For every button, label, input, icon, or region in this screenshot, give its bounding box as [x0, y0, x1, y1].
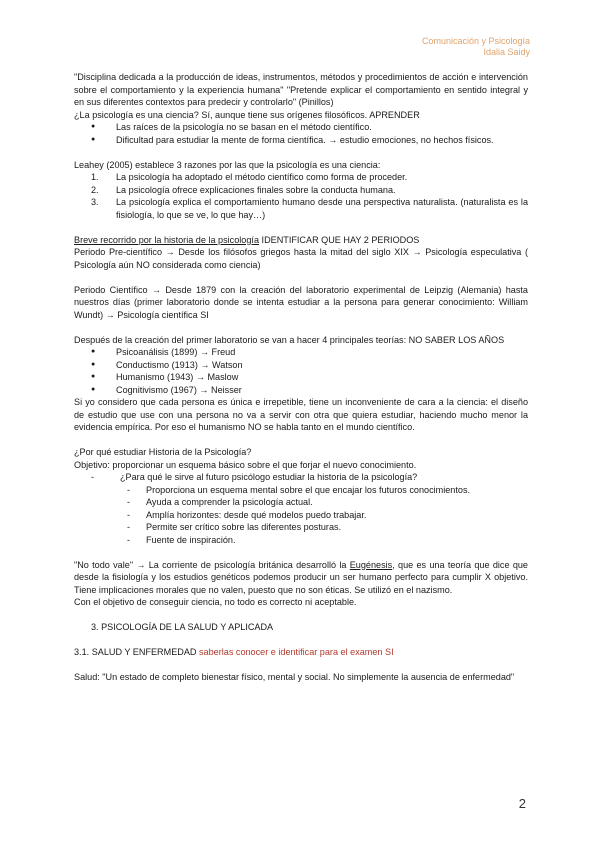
- leahey-reasons-list: [74, 171, 528, 221]
- dash-marker: -: [127, 509, 131, 520]
- list-item: [74, 509, 528, 522]
- document-body: [74, 71, 528, 684]
- conclusion-paragraph: Con el objetivo de conseguir ciencia, no todo es correcto ni aceptable.: [74, 597, 357, 607]
- list-item: [74, 534, 528, 547]
- theories-intro: Después de la creación del primer laboratorio se van a hacer 4 principales teorías: NO SABER LOS AÑOS: [74, 334, 505, 345]
- theories-list: [74, 346, 528, 396]
- definition-paragraph: "Disciplina dedicada a la producción de ideas, instrumentos, métodos y procedimientos de acción e intervención sobre el comportamiento y la experiencia humana" "Pretende explicar el comportamiento en sentido integral y en sus diferentes contextos para predecir y controlarlo" (Pinillos): [74, 72, 528, 107]
- list-item: ● Humanismo (1943) → Maslow: [74, 371, 528, 384]
- scientific-period: Periodo Científico → Desde 1879 con la creación del laboratorio experimental de Leipzig (Alemania) hasta nuestros días (primer laboratorio donde se intenta estudiar a la persona para generar conocimiento: William Wundt) → Psicología científica SI: [74, 284, 528, 320]
- dash-marker: -: [91, 472, 95, 482]
- list-item: [74, 484, 528, 497]
- history-note: IDENTIFICAR QUE HAY 2 PERIODOS: [259, 234, 420, 245]
- item-text: La psicología ofrece explicaciones finales sobre la conducta humana.: [116, 184, 396, 195]
- item-text: Fuente de inspiración.: [146, 534, 236, 545]
- list-item: ● Psicoanálisis (1899) → Freud: [74, 346, 528, 359]
- list-item: [74, 196, 528, 221]
- item-text: Amplía horizontes: desde qué modelos puedo trabajar.: [146, 509, 367, 520]
- humanism-paragraph: Si yo considero que cada persona es única e irrepetible, tiene un inconveniente de cara a la ciencia: el diseño de estudio que use con una persona no va a servir con otra que quiera estudiar, haciendo mucho menor la evidencia empírica. Por eso el humanismo NO se habla tanto en el mundo científico.: [74, 397, 528, 432]
- item-number: 1.: [91, 172, 99, 182]
- purpose-question: [74, 471, 528, 484]
- page-number: 2: [518, 796, 526, 811]
- dash-marker: -: [127, 497, 131, 507]
- item-number: 3.: [91, 197, 99, 207]
- exam-note: saberlas conocer e identificar para el examen SI: [199, 647, 394, 657]
- purpose-text: ¿Para qué le sirve al futuro psicólogo estudiar la historia de la psicología?: [120, 472, 418, 482]
- science-question: ¿La psicología es una ciencia? Sí, aunque tiene sus orígenes filosóficos. APRENDER: [74, 109, 420, 120]
- list-item: ● Las raíces de la psicología no se basan en el método científico.: [74, 121, 528, 134]
- dash-marker: -: [127, 534, 131, 545]
- list-item: ● Cognitivismo (1967) → Neisser: [74, 384, 528, 397]
- section-3-heading: 3. PSICOLOGÍA DE LA SALUD Y APLICADA: [91, 622, 274, 632]
- item-text: Ayuda a comprender la psicología actual.: [146, 497, 313, 507]
- purpose-list: [74, 484, 528, 547]
- item-text: La psicología ha adoptado el método científico como forma de proceder.: [116, 172, 408, 182]
- eugenics-paragraph: [74, 559, 528, 597]
- subsection-3-1-heading: [74, 646, 528, 659]
- list-item: [74, 521, 528, 534]
- objective-paragraph: Objetivo: proporcionar un esquema básico sobre el que forjar el nuevo conocimiento.: [74, 459, 417, 470]
- dash-marker: -: [127, 522, 131, 532]
- page-header: [422, 36, 530, 58]
- health-definition: Salud: "Un estado de completo bienestar físico, mental y social. No simplemente la ausencia de enfermedad": [74, 672, 515, 682]
- item-text: La psicología explica el comportamiento humano desde una perspectiva naturalista. (naturalista es la fisiología, lo que se ve, lo que hay…): [116, 197, 528, 220]
- list-item: [74, 184, 528, 197]
- list-item: ● Conductismo (1913) → Watson: [74, 359, 528, 372]
- header-subject: Comunicación y Psicología: [421, 36, 530, 46]
- eugenics-rest: , que es una teoría que dice que desde la fisiología y los estudios genéticos podemos producir un ser humano perfecto para cumplir X objetivo. Tiene implicaciones morales que no valen, puesto que no son éticas. Se utilizó en el nazismo.: [74, 559, 528, 595]
- leahey-intro: Leahey (2005) establece 3 razones por las que la psicología es una ciencia:: [74, 159, 381, 170]
- list-item: [74, 171, 528, 184]
- history-link[interactable]: Breve recorrido por la historia de la psicología: [74, 234, 260, 245]
- history-heading: [74, 234, 528, 247]
- dash-marker: -: [127, 484, 131, 495]
- eugenics-intro: "No todo vale" → La corriente de psicología británica desarrolló la: [74, 559, 350, 570]
- item-text: Permite ser crítico sobre las diferentes posturas.: [146, 522, 342, 532]
- list-item: [74, 496, 528, 509]
- header-author: Idalia Saidy: [483, 47, 530, 57]
- prescientific-period: Periodo Pre-científico → Desde los filósofos griegos hasta la mitad del siglo XIX → Psicología especulativa ( Psicología aún NO considerada como ciencia): [74, 247, 528, 270]
- origins-bullet-list: [74, 121, 528, 146]
- why-history-question: ¿Por qué estudiar Historia de la Psicología?: [74, 447, 252, 457]
- item-text: Proporciona un esquema mental sobre el que encajar los futuros conocimientos.: [146, 484, 471, 495]
- list-item: ● Dificultad para estudiar la mente de forma científica. → estudio emociones, no hechos físicos.: [74, 134, 528, 147]
- eugenics-term: Eugénesis: [349, 559, 393, 570]
- item-number: 2.: [91, 184, 99, 195]
- subsection-title: 3.1. SALUD Y ENFERMEDAD: [74, 647, 199, 657]
